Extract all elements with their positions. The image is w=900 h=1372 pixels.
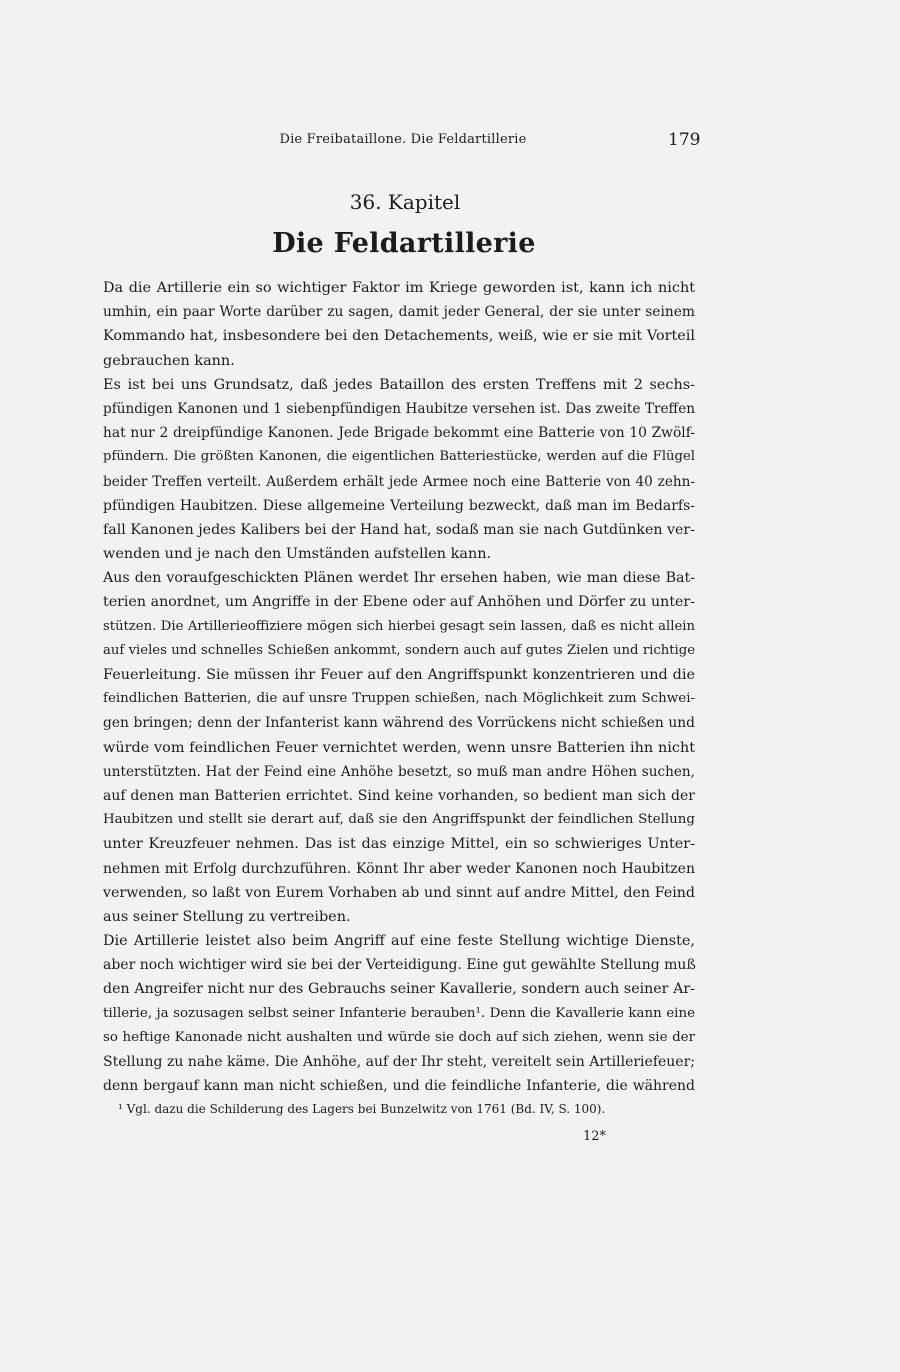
text-line: würde vom feindlichen Feuer vernichtet werden, wenn unsre Batterien ihn nicht (103, 739, 695, 756)
text-line: pfündigen Haubitzen. Diese allgemeine Verteilung bezweckt, daß man im Bedarfs- (103, 497, 695, 514)
body-text (103, 276, 695, 1098)
footnote: ¹ Vgl. dazu die Schilderung des Lagers bei Bunzelwitz von 1761 (Bd. IV, S. 100). (118, 1102, 606, 1116)
text-line: verwenden, so laßt von Eurem Vorhaben ab und sinnt auf andre Mittel, den Feind (103, 884, 695, 901)
text-line: pfündigen Kanonen und 1 siebenpfündigen Haubitze versehen ist. Das zweite Treffen (103, 400, 695, 417)
signature-mark: 12* (583, 1129, 607, 1144)
text-line: terien anordnet, um Angriffe in der Ebene oder auf Anhöhen und Dörfer zu unter- (103, 594, 695, 611)
text-line: auf denen man Batterien errichtet. Sind keine vorhanden, so bedient man sich der (103, 787, 695, 804)
text-line: auf vieles und schnelles Schießen ankommt, sondern auch auf gutes Zielen und richtige (103, 642, 695, 658)
text-line: stützen. Die Artillerieoffiziere mögen sich hierbei gesagt sein lassen, daß es nicht allein (103, 618, 695, 634)
text-line: Feuerleitung. Sie müssen ihr Feuer auf den Angriffspunkt konzentrieren und die (103, 667, 695, 683)
text-line: beider Treffen verteilt. Außerdem erhält jede Armee noch eine Batterie von 40 zehn- (103, 473, 695, 490)
text-line: wenden und je nach den Umständen aufstellen kann. (103, 546, 492, 563)
text-line: aber noch wichtiger wird sie bei der Verteidigung. Eine gut gewählte Stellung muß (103, 957, 696, 974)
text-line: hat nur 2 dreipfündige Kanonen. Jede Brigade bekommt eine Batterie von 10 Zwölf- (103, 425, 695, 442)
text-line: Es ist bei uns Grundsatz, daß jedes Bataillon des ersten Treffens mit 2 sechs- (103, 376, 695, 393)
text-line: denn bergauf kann man nicht schießen, und die feindliche Infanterie, die während (103, 1078, 695, 1095)
chapter-number: 36. Kapitel (349, 190, 461, 214)
text-line: tillerie, ja sozusagen selbst seiner Infanterie berauben¹. Denn die Kavallerie kann eine (103, 1005, 695, 1021)
text-line: gen bringen; denn der Infanterist kann während des Vorrückens nicht schießen und (103, 715, 695, 732)
running-head (0, 130, 900, 154)
text-line: Stellung zu nahe käme. Die Anhöhe, auf der Ihr steht, vereitelt sein Artilleriefeuer; (103, 1054, 695, 1070)
text-line: aus seiner Stellung zu vertreiben. (103, 908, 351, 925)
text-line: Da die Artillerie ein so wichtiger Faktor im Kriege geworden ist, kann ich nicht (103, 280, 695, 296)
text-line: Die Artillerie leistet also beim Angriff auf eine feste Stellung wichtige Dienste, (103, 933, 695, 950)
text-line: fall Kanonen jedes Kalibers bei der Hand hat, sodaß man sie nach Gutdünken ver- (103, 521, 695, 538)
text-line: Haubitzen und stellt sie derart auf, daß sie den Angriffspunkt der feindlichen Stellung (103, 812, 695, 828)
text-line: pfündern. Die größten Kanonen, die eigentlichen Batteriestücke, werden auf die Flügel (103, 449, 695, 465)
text-line: Kommando hat, insbesondere bei den Detachements, weiß, wie er sie mit Vorteil (103, 328, 695, 345)
text-line: gebrauchen kann. (103, 352, 235, 369)
text-line: den Angreifer nicht nur des Gebrauchs seiner Kavallerie, sondern auch seiner Ar- (103, 981, 695, 998)
text-line: unterstützten. Hat der Feind eine Anhöhe besetzt, so muß man andre Höhen suchen, (103, 763, 695, 780)
text-line: unter Kreuzfeuer nehmen. Das ist das einzige Mittel, ein so schwieriges Unter- (103, 836, 695, 853)
text-line: umhin, ein paar Worte darüber zu sagen, damit jeder General, der sie unter seinem (103, 304, 695, 321)
chapter-title: Die Feldartillerie (272, 228, 536, 259)
text-line: Aus den voraufgeschickten Plänen werdet Ihr ersehen haben, wie man diese Bat- (103, 570, 695, 587)
text-line: feindlichen Batterien, die auf unsre Truppen schießen, nach Möglichkeit zum Schwei- (103, 691, 695, 707)
running-title: Die Freibataillone. Die Feldartillerie (279, 132, 527, 147)
page-number: 179 (668, 130, 701, 150)
text-line: nehmen mit Erfolg durchzuführen. Könnt Ihr aber weder Kanonen noch Haubitzen (103, 860, 695, 877)
text-line: so heftige Kanonade nicht aushalten und würde sie doch auf sich ziehen, wenn sie der (103, 1029, 695, 1045)
